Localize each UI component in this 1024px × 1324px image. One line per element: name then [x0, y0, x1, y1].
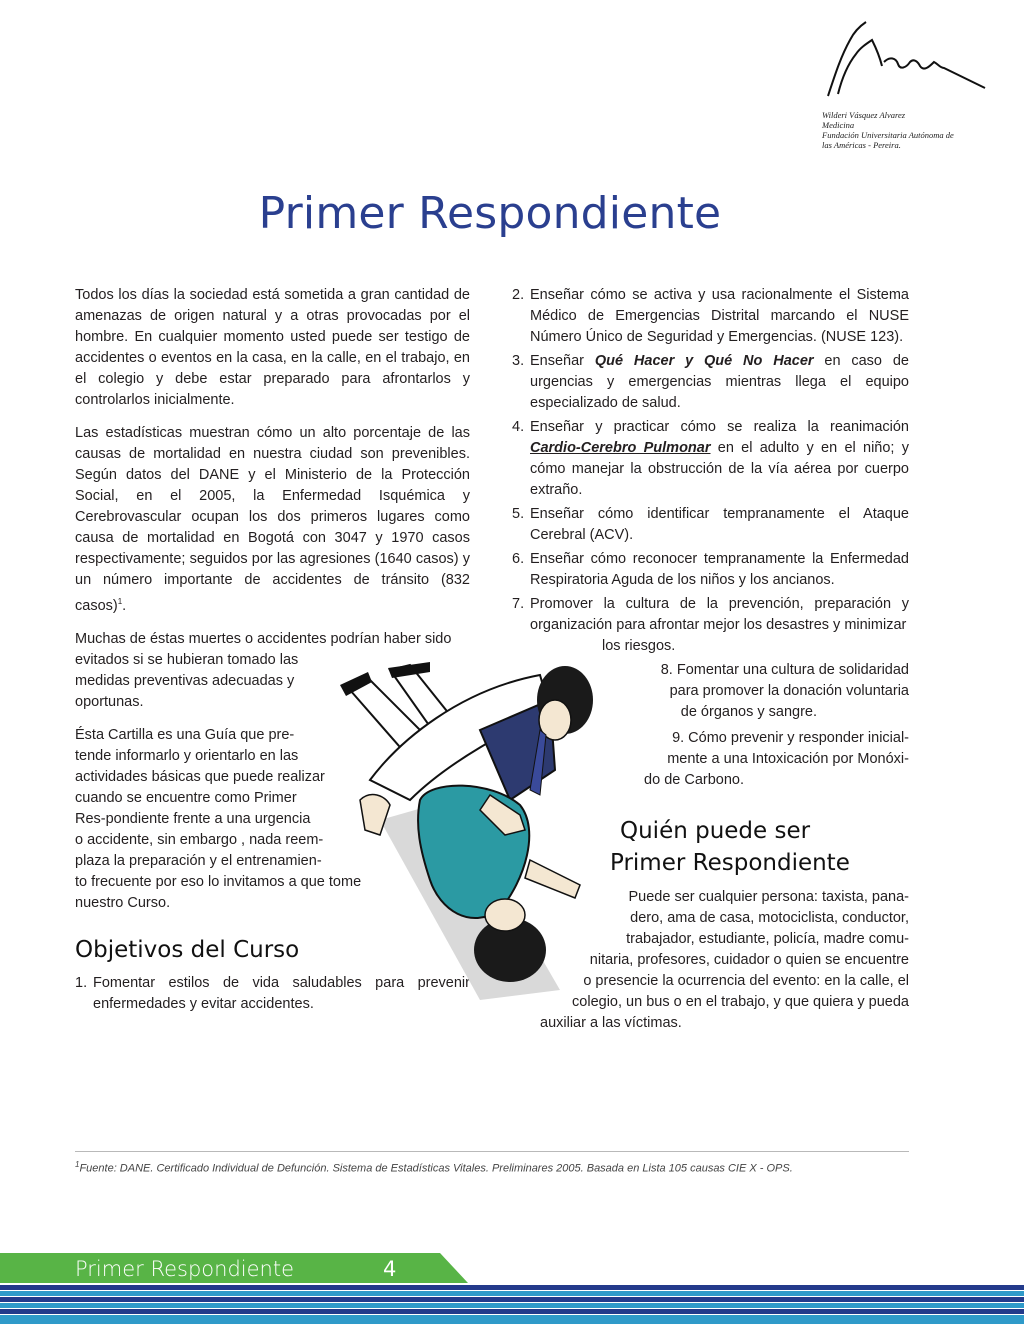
- paragraph-line: Res-pondiente frente a una urgencia: [75, 810, 311, 827]
- paragraph-line: oportunas.: [75, 693, 144, 710]
- paragraph-line: Muchas de éstas muertes o accidentes podrían haber sido: [75, 630, 452, 647]
- list-line: para promover la donación voluntaria: [669, 683, 909, 699]
- footnote-divider: [75, 1151, 909, 1152]
- footnote-text: Fuente: DANE. Certificado Individual de Defunción. Sistema de Estadísticas Vitales. Preliminares 2005. Basada en Lista 105 causas CIE X - OPS.: [79, 1162, 793, 1175]
- who-heading: [512, 815, 909, 879]
- statistics-end: .: [122, 597, 127, 614]
- list-number: 2.: [512, 287, 525, 303]
- footer-title: Primer Respondiente: [75, 1257, 294, 1281]
- paragraph-line: colegio, un bus o en el trabajo, y que quiera y pueda: [572, 994, 909, 1010]
- statistics-text: Las estadísticas muestran cómo un alto porcentaje de las causas de mortalidad en nuestra ciudad son prevenibles. Según datos del DANE y el Ministerio de la Protección Social, en el 2005, la Enfermedad Isquémica y Cerebrovascular ocupan los dos primeros lugares como causa de mortalidad en Bogotá con 3047 y 1970 casos respectivamente; seguidos por las agresiones (1640 casos) y un número importante de accidentes de tránsito (832 casos): [75, 425, 470, 614]
- list-item: [512, 417, 909, 501]
- who-heading-line: Primer Respondiente: [610, 850, 850, 876]
- list-text: Enseñar cómo identificar tempranamente el Ataque Cerebral (ACV).: [530, 506, 909, 543]
- list-line: mente a una Intoxicación por Monóxi-: [667, 751, 909, 767]
- signature-caption: [822, 110, 1012, 150]
- list-item: [512, 351, 909, 414]
- list-item-8: [512, 660, 909, 723]
- paragraph-line: to frecuente por eso lo invitamos a que tome: [75, 873, 362, 890]
- paragraph-line: medidas preventivas adecuadas y: [75, 672, 295, 689]
- list-number: 1.: [75, 974, 88, 991]
- paragraph-line: Puede ser cualquier persona: taxista, pana-: [628, 889, 909, 905]
- list-number: 7.: [512, 596, 525, 612]
- list-item: [512, 594, 909, 657]
- who-paragraph: [512, 887, 909, 1034]
- footnote-marker: 1: [75, 1160, 80, 1169]
- list-number: 6.: [512, 551, 525, 567]
- list-text: Enseñar cómo reconocer tempranamente la Enfermedad Respiratoria Aguda de los niños y los ancianos.: [530, 551, 909, 588]
- who-heading-line: Quién puede ser: [620, 818, 811, 844]
- list-item: [512, 504, 909, 546]
- statistics-paragraph: [75, 423, 470, 617]
- paragraph-line: dero, ama de casa, motociclista, conductor,: [630, 910, 909, 926]
- intro-paragraph: Todos los días la sociedad está sometida a gran cantidad de amenazas de origen natural y a otras provocadas por el hombre. En cualquier momento usted puede ser testigo de accidentes o eventos en la casa, en la calle, en el trabajo, en el colegio y debe estar preparado para afrontarlos y controlarlos inicialmente.: [75, 287, 470, 408]
- page-number: 4: [383, 1257, 397, 1281]
- list-text: los riesgos.: [602, 638, 676, 654]
- signature-block: [820, 18, 1010, 150]
- list-text: en el adulto y en el niño; y cómo manejar la obstrucción de la vía aérea por cuerpo extraño.: [530, 440, 909, 498]
- footnote: [75, 1160, 975, 1175]
- paragraph-line: cuando se encuentre como Primer: [75, 789, 297, 806]
- paragraph-line: Ésta Cartilla es una Guía que pre-: [75, 726, 295, 743]
- right-column: [512, 285, 909, 1034]
- list-text: Enseñar: [530, 353, 595, 369]
- list-number: 5.: [512, 506, 525, 522]
- list-text: Enseñar cómo se activa y usa racionalmente el Sistema Médico de Emergencias Distrital marcando el NUSE Número Único de Seguridad y Emergencias. (NUSE 123).: [530, 287, 909, 345]
- list-line: 8. Fomentar una cultura de solidaridad: [660, 662, 909, 678]
- paragraph-line: actividades básicas que puede realizar: [75, 768, 325, 785]
- signature-scribble: [820, 18, 990, 108]
- paragraph-line: plaza la preparación y el entrenamien-: [75, 852, 322, 869]
- list-line: de órganos y sangre.: [680, 704, 817, 720]
- paragraph-line: o presencie la ocurrencia del evento: en la calle, el: [583, 973, 909, 989]
- list-line: do de Carbono.: [644, 772, 744, 788]
- list-text: Fomentar estilos de vida saludables para prevenir enfermedades y evitar accidentes.: [93, 974, 470, 1012]
- paragraph-line: o accidente, sin embargo , nada reem-: [75, 831, 324, 848]
- paragraph-line: tende informarlo y orientarlo en las: [75, 747, 299, 764]
- paragraph-line: auxiliar a las víctimas.: [540, 1015, 682, 1031]
- list-item: [512, 549, 909, 591]
- list-emphasis: Cardio-Cerebro Pulmonar: [530, 440, 711, 456]
- list-number: 4.: [512, 419, 525, 435]
- paragraph-line: trabajador, estudiante, policía, madre comu-: [626, 931, 909, 947]
- list-text: Promover la cultura de la prevención, preparación y organización para afrontar mejor los desastres y minimizar: [530, 596, 909, 633]
- objectives-list-continued: [512, 285, 909, 657]
- list-emphasis: Qué Hacer y Qué No Hacer: [594, 353, 814, 369]
- signature-line: Wilderi Vásquez Alvarez: [822, 110, 906, 120]
- paragraph-line: evitados si se hubieran tomado las: [75, 651, 299, 668]
- list-number: 3.: [512, 353, 525, 369]
- objectives-heading: Objetivos del Curso: [75, 936, 300, 963]
- list-line: 9. Cómo prevenir y responder inicial-: [672, 730, 909, 746]
- signature-line: Medicina: [822, 120, 855, 130]
- page-title: Primer Respondiente: [258, 188, 722, 239]
- list-item: [512, 285, 909, 348]
- list-text: Enseñar y practicar cómo se realiza la reanimación: [530, 419, 909, 435]
- list-item-9: [512, 728, 909, 791]
- signature-line: las Américas - Pereira.: [822, 140, 901, 150]
- paragraph-line: nitaria, profesores, cuidador o quien se encuentre: [589, 952, 909, 968]
- paragraph-line: nuestro Curso.: [75, 894, 171, 911]
- footnote-ref: 1: [117, 597, 123, 606]
- signature-line: Fundación Universitaria Autónoma de: [822, 130, 954, 140]
- list-text: en caso de urgencias y emergencias mientras llega el equipo especializado de salud.: [530, 353, 909, 411]
